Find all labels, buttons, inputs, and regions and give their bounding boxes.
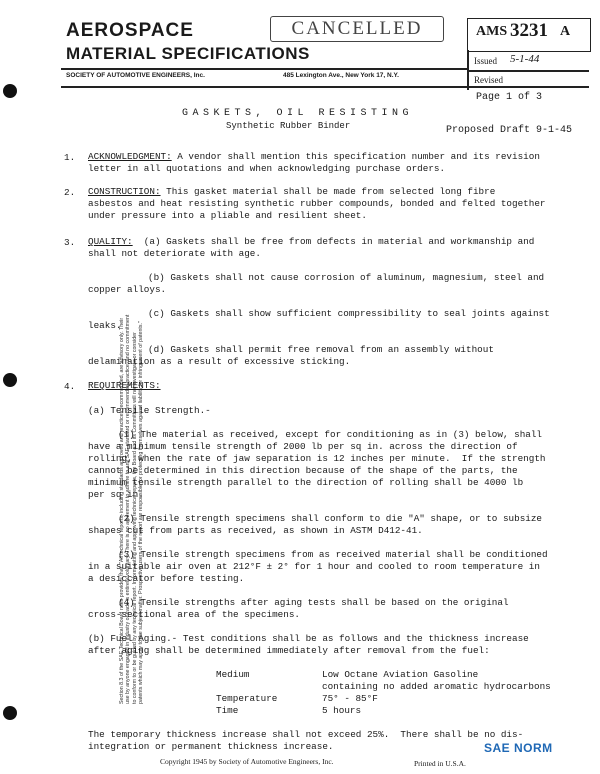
condition-value: containing no added aromatic hydrocarbons (322, 681, 551, 692)
req-line: shapes cut from parts as received, as shown in ASTM D412-41. (88, 525, 423, 536)
section-number: 1. (64, 152, 76, 163)
header-title-aerospace: AEROSPACE (66, 20, 194, 41)
society-address: 485 Lexington Ave., New York 17, N.Y. (283, 72, 399, 79)
section-number: 2. (64, 187, 76, 198)
req-line: (3) Tensile strength specimens from as received material shall be conditioned (118, 549, 548, 560)
copyright: Copyright 1945 by Society of Automotive Engineers, Inc. (160, 757, 334, 766)
condition-label: Temperature (216, 693, 278, 704)
binder-hole (3, 373, 17, 387)
req-line: The temporary thickness increase shall not exceed 25%. There shall be no dis- (88, 729, 524, 740)
notice-line: Section 8.3 of the SAE Technical Board rules provides that: "All technical reports, including standards approved and practices recommended, are advisory only. Their (119, 317, 125, 704)
section-heading: REQUIREMENTS: (88, 380, 161, 391)
section-text: (a) Gaskets shall be free from defects in material and workmanship and (132, 236, 535, 247)
section-2-line: asbestos and heat resisting synthetic rubber compounds, bonded and felted together (88, 198, 546, 209)
section-1-line (88, 151, 540, 163)
sae-norm-watermark: SAE NORM (484, 741, 553, 755)
divider (467, 70, 589, 72)
section-heading: QUALITY: (88, 236, 133, 247)
section-1-line: letter in all quotations and when acknowledging purchase orders. (88, 163, 446, 174)
cancelled-stamp: CANCELLED (270, 16, 444, 42)
notice-line: to conform to or be guided by any technical report. In formulating and approving technical reports, the Board and its Committees will not investigate or consider (131, 332, 138, 704)
section-3-line: (c) Gaskets shall show sufficient compressibility to seal joints against (148, 308, 550, 319)
binder-hole (3, 706, 17, 720)
section-3-line: (b) Gaskets shall not cause corrosion of aluminum, magnesium, steel and (148, 272, 545, 283)
printed-in: Printed in U.S.A. (414, 759, 466, 768)
req-line: a desiccator before testing. (88, 573, 245, 584)
section-number: 3. (64, 237, 76, 248)
section-text: This gasket material shall be made from selected long fibre (160, 186, 496, 197)
req-line: cross-sectional area of the specimens. (88, 609, 301, 620)
ams-revision: A (560, 24, 571, 39)
section-2-line: under pressure into a pliable and resilient sheet. (88, 210, 367, 221)
section-number: 4. (64, 381, 76, 392)
header-title-material-specs: MATERIAL SPECIFICATIONS (66, 44, 310, 63)
condition-label: Time (216, 705, 239, 716)
req-line: per sq in. (88, 489, 144, 500)
doc-subtitle: Synthetic Rubber Binder (226, 121, 351, 131)
section-3-line: (d) Gaskets shall permit free removal from an assembly without (148, 344, 494, 355)
notice-line: use by anyone engaged in industry or trade is entirely voluntary. There is no agreement to adhere to any SAE standard or recommended practice, and no commitment (125, 314, 132, 704)
issued-date: 5-1-44 (510, 53, 540, 65)
ams-number: 3231 (510, 20, 548, 41)
section-2-line (88, 186, 495, 198)
divider (61, 86, 589, 88)
section-heading: ACKNOWLEDGMENT: (88, 151, 172, 162)
req-line: (4) Tensile strengths after aging tests shall be based on the original (118, 597, 509, 608)
section-text: A vendor shall mention this specification number and its revision (171, 151, 540, 162)
page-number: Page 1 of 3 (476, 92, 543, 103)
section-3-line (88, 236, 534, 248)
ams-prefix: AMS (476, 24, 508, 39)
revised-label: Revised (474, 75, 503, 85)
condition-value: Low Octane Aviation Gasoline (322, 669, 479, 680)
section-3-line: leaks. (88, 320, 122, 331)
condition-value: 5 hours (322, 705, 362, 716)
req-line: have a minimum tensile strength of 2000 lb per sq in. across the direction of (88, 441, 518, 452)
condition-label: Medium (216, 669, 250, 680)
req-line: (b) Fuel Aging.- Test conditions shall be as follows and the thickness increase (88, 633, 529, 644)
society-name: SOCIETY OF AUTOMOTIVE ENGINEERS, Inc. (66, 72, 205, 79)
section-heading: CONSTRUCTION: (88, 186, 161, 197)
notice-line: patents which may apply to the subject matter. Prospective users of the report are responsible for protecting themselves against liability for infringement of patents." (137, 321, 144, 704)
req-line: rolling, when the rate of jaw separation is 12 inches per minute. If the strength (88, 453, 546, 464)
req-line: (2) Tensile strength specimens shall conform to die "A" shape, or to subsize (118, 513, 543, 524)
req-line: in a suitable air oven at 212°F ± 2° for 1 hour and cooled to room temperature in (88, 561, 540, 572)
req-line: after aging shall be determined immediately after removal from the fuel: (88, 645, 490, 656)
condition-value: 75° - 85°F (322, 693, 378, 704)
binder-hole (3, 84, 17, 98)
req-line: integration or permanent thickness increase. (88, 741, 334, 752)
issued-label: Issued (474, 56, 497, 66)
section-3-line: copper alloys. (88, 284, 167, 295)
draft-label: Proposed Draft 9-1-45 (446, 125, 573, 136)
req-line: minimum tensile strength parallel to the direction of rolling shall be 4000 lb (88, 477, 524, 488)
req-line: cannot be determined in this direction because of the shape of the parts, the (88, 465, 518, 476)
doc-title: GASKETS, OIL RESISTING (182, 108, 414, 119)
divider (61, 68, 467, 70)
req-line: (1) The material as received, except for conditioning as in (3) below, shall (118, 429, 543, 440)
subsection-title: (a) Tensile Strength.- (88, 405, 211, 416)
section-3-line: delamination as a result of excessive sticking. (88, 356, 351, 367)
section-3-line: shall not deteriorate with age. (88, 248, 261, 259)
